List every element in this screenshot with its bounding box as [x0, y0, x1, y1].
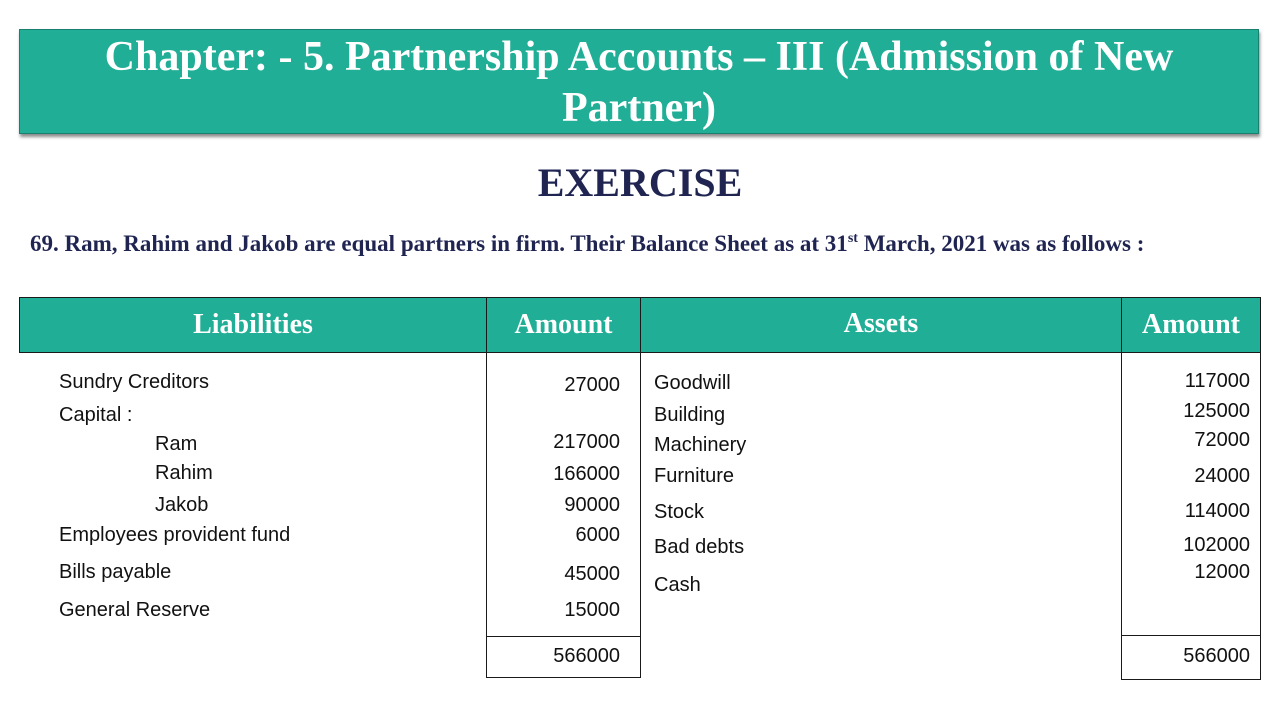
liabilities-header	[19, 297, 487, 353]
liabilities-header-label: Liabilities	[193, 309, 313, 340]
asset-label: Bad debts	[654, 536, 745, 558]
liability-label: Employees provident fund	[59, 524, 291, 546]
liability-amount: 27000	[564, 374, 620, 396]
liability-label: General Reserve	[59, 599, 211, 621]
total-rule	[1121, 679, 1261, 680]
assets-header-label: Assets	[843, 308, 919, 339]
total-rule	[486, 677, 641, 678]
liability-label: Bills payable	[59, 561, 172, 583]
liability-label: Capital :	[59, 404, 133, 426]
asset-label: Cash	[654, 574, 701, 596]
liability-label: Ram	[155, 433, 198, 455]
asset-label: Stock	[654, 501, 705, 523]
chapter-banner	[19, 29, 1259, 134]
column-divider	[486, 353, 487, 678]
asset-label: Goodwill	[654, 372, 731, 394]
assets-amount-header	[1121, 297, 1261, 353]
asset-amount: 12000	[1194, 561, 1250, 583]
total-rule	[1121, 635, 1261, 636]
column-divider	[1260, 353, 1261, 680]
asset-amount: 114000	[1184, 500, 1250, 522]
liability-label: Rahim	[155, 462, 213, 484]
liability-amount: 217000	[553, 431, 620, 453]
liabilities-total: 566000	[553, 645, 620, 667]
liability-amount: 15000	[564, 599, 620, 621]
liability-amount: 6000	[575, 524, 620, 546]
liability-amount: 166000	[553, 463, 620, 485]
total-rule	[486, 636, 641, 637]
asset-label: Machinery	[654, 434, 747, 456]
asset-label: Furniture	[654, 465, 735, 487]
liabilities-amount-header-label: Amount	[514, 309, 613, 340]
asset-amount: 125000	[1183, 400, 1250, 422]
question-text-end: March, 2021 was as follows :	[857, 231, 1145, 256]
question-text-start: 69. Ram, Rahim and Jakob are equal partners in firm. Their Balance Sheet as at 31	[30, 231, 848, 256]
liability-label: Jakob	[155, 494, 209, 516]
liability-amount: 90000	[564, 494, 620, 516]
column-divider	[1121, 353, 1122, 680]
asset-amount: 24000	[1194, 465, 1250, 487]
date-superscript: st	[847, 231, 858, 246]
asset-label: Building	[654, 404, 726, 426]
liabilities-amount-header	[486, 297, 641, 353]
assets-amount-header-label: Amount	[1141, 309, 1240, 340]
asset-amount: 72000	[1194, 429, 1250, 451]
assets-header	[640, 297, 1122, 353]
column-divider	[640, 353, 641, 678]
asset-amount: 102000	[1183, 534, 1250, 556]
chapter-title: Chapter: - 5. Partnership Accounts – III (Admission of New Partner)	[104, 34, 1174, 131]
asset-amount: 117000	[1184, 370, 1250, 392]
exercise-heading: EXERCISE	[537, 160, 743, 205]
liability-amount: 45000	[564, 563, 620, 585]
liability-label: Sundry Creditors	[59, 371, 210, 393]
question-text	[30, 228, 1250, 260]
assets-total: 566000	[1183, 645, 1250, 667]
